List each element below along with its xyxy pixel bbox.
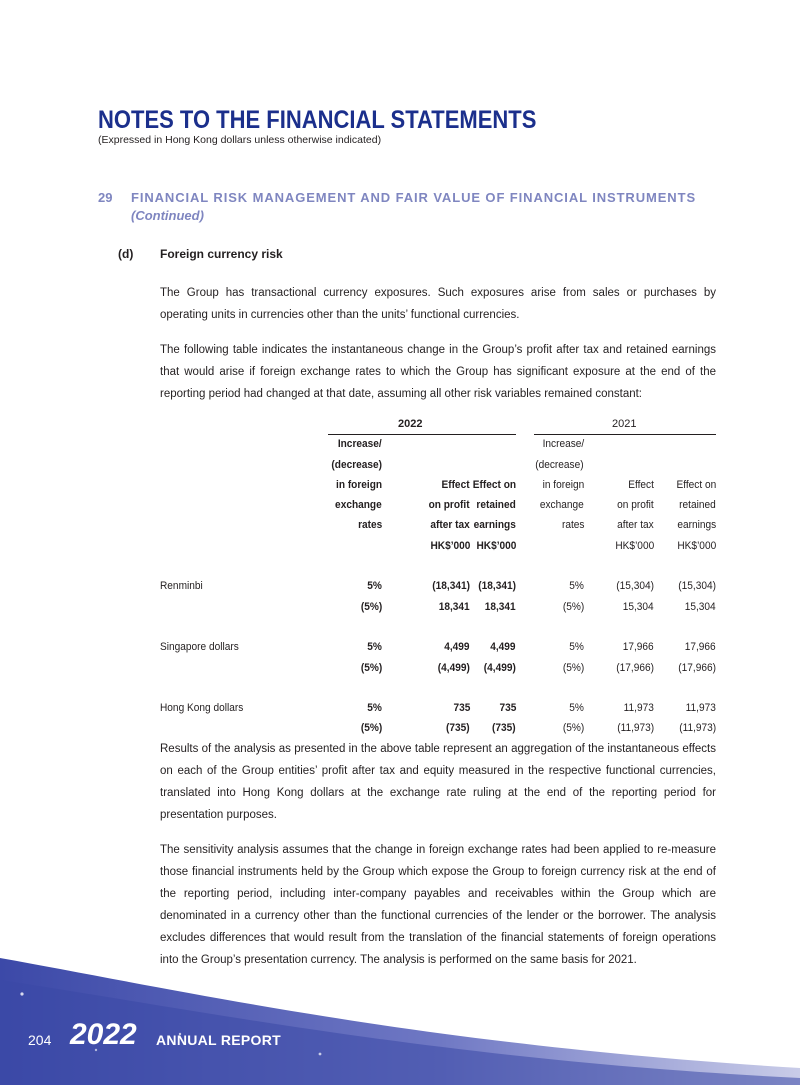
- table-cell: (11,973): [679, 722, 716, 735]
- table-cell: HK$’000: [430, 539, 470, 552]
- page-number: 204: [28, 1032, 52, 1048]
- table-cell: after tax: [430, 519, 470, 532]
- table-cell: 5%: [569, 702, 584, 715]
- table-spacer: [160, 556, 720, 576]
- section-number: 29: [98, 190, 113, 205]
- table-cell: 5%: [569, 580, 584, 593]
- table-cell: retained: [679, 499, 716, 512]
- table-cell: (15,304): [678, 580, 716, 593]
- table-cell: exchange: [335, 499, 382, 512]
- table-cell: 15,304: [623, 600, 654, 613]
- sensitivity-table: [160, 414, 720, 739]
- table-cell: 735: [453, 702, 470, 715]
- table-cell: Increase/: [338, 438, 382, 451]
- table-cell: 18,341: [485, 600, 516, 613]
- table-cell: (5%): [360, 722, 382, 735]
- row-label: Singapore dollars: [160, 641, 239, 654]
- footer-year: 2022: [70, 1018, 137, 1051]
- row-label: Hong Kong dollars: [160, 702, 244, 715]
- table-cell: (15,304): [616, 580, 654, 593]
- table-header-row: [160, 515, 720, 535]
- table-cell: (decrease): [535, 458, 584, 471]
- table-cell: (5%): [562, 600, 584, 613]
- table-cell: on profit: [428, 499, 470, 512]
- table-cell: earnings: [677, 519, 716, 532]
- table-cell: Effect on: [676, 478, 716, 491]
- table-cell: 735: [499, 702, 516, 715]
- table-cell: (18,341): [432, 580, 470, 593]
- table-cell: 18,341: [439, 600, 470, 613]
- table-row: [160, 698, 720, 718]
- table-cell: Effect: [628, 478, 654, 491]
- table-cell: HK$’000: [476, 539, 516, 552]
- table-cell: after tax: [617, 519, 654, 532]
- table-cell: HK$’000: [615, 539, 654, 552]
- table-cell: 15,304: [685, 600, 716, 613]
- table-spacer: [160, 678, 720, 698]
- table-row: [160, 576, 720, 596]
- table-cell: (4,499): [483, 661, 516, 674]
- page-subtitle: (Expressed in Hong Kong dollars unless otherwise indicated): [98, 134, 382, 146]
- table-cell: Effect on: [472, 478, 516, 491]
- year-2022: 2022: [398, 418, 423, 430]
- table-cell: 5%: [367, 641, 382, 654]
- year-2021: 2021: [612, 418, 637, 430]
- page-title: NOTES TO THE FINANCIAL STATEMENTS: [98, 106, 537, 134]
- table-cell: rates: [357, 519, 382, 532]
- table-cell: HK$’000: [677, 539, 716, 552]
- table-header-row: [160, 455, 720, 475]
- table-cell: in foreign: [542, 478, 584, 491]
- table-cell: earnings: [473, 519, 516, 532]
- table-cell: (5%): [562, 722, 584, 735]
- table-cell: rates: [561, 519, 584, 532]
- table-header-row: [160, 434, 720, 454]
- table-cell: 4,499: [490, 641, 516, 654]
- table-header-row: [160, 475, 720, 495]
- table-cell: exchange: [540, 499, 584, 512]
- paragraph-4: The sensitivity analysis assumes that the change in foreign exchange rates had been applied to re-measure those financial instruments held by the Group which expose the Group to foreign currency risk at the end of the reporting period, including inter-company payables and receivables within the Group which are denominated in a currency other than the functional currencies of the lender or the borrower. The analysis excludes differences that would result from the translation of the financial statements of foreign operations into the Group’s presentation currency. The analysis is performed on the same basis for 2021.: [160, 844, 716, 966]
- table-cell: 11,973: [623, 702, 654, 715]
- table-cell: (17,966): [616, 661, 654, 674]
- table-cell: on profit: [617, 499, 654, 512]
- table-cell: (735): [492, 722, 516, 735]
- table-row: [160, 637, 720, 657]
- table-cell: (17,966): [678, 661, 716, 674]
- row-label: Renminbi: [160, 580, 203, 593]
- table-cell: (5%): [360, 661, 382, 674]
- table-cell: (735): [446, 722, 470, 735]
- table-cell: (4,499): [437, 661, 470, 674]
- table-cell: 4,499: [444, 641, 470, 654]
- table-year-row: [160, 414, 720, 434]
- table-cell: 17,966: [685, 641, 716, 654]
- table-cell: 5%: [367, 702, 382, 715]
- paragraph-3: Results of the analysis as presented in the above table represent an aggregation of the instantaneous effects on each of the Group entities’ profit after tax and equity measured in the respective functional currencies, translated into Hong Kong dollars at the exchange rate ruling at the end of the reporting period for presentation purposes.: [160, 743, 716, 821]
- table-row: [160, 658, 720, 678]
- table-cell: 5%: [367, 580, 382, 593]
- table-header-row: [160, 495, 720, 515]
- table-row: [160, 597, 720, 617]
- table-header-row: [160, 536, 720, 556]
- table-spacer: [160, 617, 720, 637]
- table-cell: (11,973): [617, 722, 654, 735]
- section-title: FINANCIAL RISK MANAGEMENT AND FAIR VALUE OF FINANCIAL INSTRUMENTS: [131, 190, 697, 205]
- table-cell: Increase/: [542, 438, 584, 451]
- table-cell: retained: [476, 499, 516, 512]
- paragraph-1: The Group has transactional currency exposures. Such exposures arise from sales or purchases by operating units in currencies other than the units’ functional currencies.: [160, 287, 716, 321]
- subsection-label: (d): [118, 247, 134, 261]
- section-continued: (Continued): [131, 208, 204, 223]
- table-cell: (decrease): [331, 458, 382, 471]
- subsection-title: Foreign currency risk: [160, 247, 283, 261]
- table-cell: (18,341): [478, 580, 516, 593]
- table-cell: 17,966: [623, 641, 654, 654]
- table-cell: Effect: [441, 478, 470, 491]
- table-body: [160, 434, 720, 738]
- table-row: [160, 718, 720, 738]
- table-cell: in foreign: [335, 478, 382, 491]
- paragraph-2: The following table indicates the instantaneous change in the Group’s profit after tax and retained earnings that would arise if foreign exchange rates to which the Group has significant exposure at the end of the reporting period had changed at that date, assuming all other risk variables remained constant:: [160, 344, 716, 400]
- table-cell: 5%: [569, 641, 584, 654]
- table-cell: (5%): [562, 661, 584, 674]
- table-cell: 11,973: [685, 702, 716, 715]
- table-cell: (5%): [360, 600, 382, 613]
- footer-report-label: ANNUAL REPORT: [156, 1032, 281, 1048]
